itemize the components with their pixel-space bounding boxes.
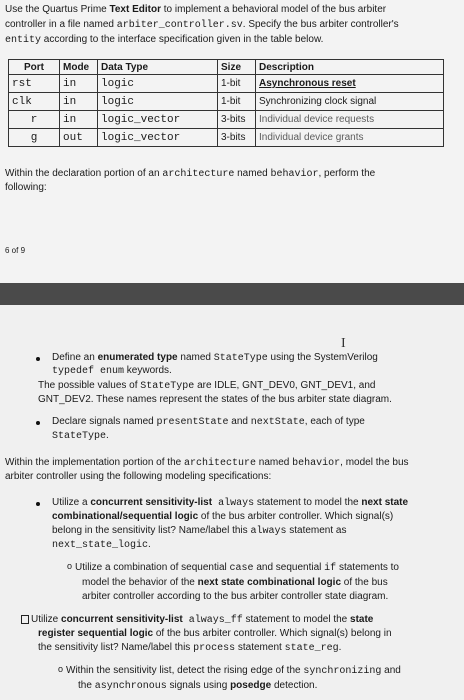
cell-size: 1-bit — [218, 75, 256, 93]
header-mode: Mode — [60, 60, 98, 75]
cell-mode: in — [60, 111, 98, 129]
table-row — [9, 75, 444, 93]
implementation-line-2: arbiter controller using the following modeling specifications: — [5, 471, 272, 482]
header-data-type: Data Type — [98, 60, 218, 75]
document-page-1 — [0, 0, 464, 283]
bullet-1-line-1: Define an enumerated type named StateType using the SystemVerilog — [52, 352, 378, 364]
cell-description: Synchronizing clock signal — [256, 93, 444, 111]
interface-spec-table — [8, 59, 444, 147]
page-number: 6 of 9 — [5, 246, 26, 255]
bullet-icon — [36, 357, 40, 361]
bullet-1-line-4: GNT_DEV2. These names represent the states of the bus arbiter state diagram. — [38, 394, 392, 405]
sub-bullet-icon: o — [67, 561, 73, 571]
bullet-4-sub-line-2: the asynchronous signals using posedge detection. — [78, 680, 318, 692]
bullet-3-line-1: Utilize a concurrent sensitivity-list always statement to model the next state — [52, 497, 409, 509]
bullet-2-line-1: Declare signals named presentState and nextState, each of type — [52, 416, 365, 428]
cell-mode: in — [60, 75, 98, 93]
cell-size: 3-bits — [218, 129, 256, 147]
header-size: Size — [218, 60, 256, 75]
bullet-1-line-2: typedef enum keywords. — [52, 365, 172, 377]
cell-mode: in — [60, 93, 98, 111]
bullet-3-line-2: combinational/sequential logic of the bus arbiter controller. Which signal(s) — [52, 511, 394, 522]
sub-bullet-icon: o — [58, 664, 64, 674]
cell-type: logic_vector — [98, 111, 218, 129]
bullet-3-line-4: next_state_logic. — [52, 539, 151, 551]
cell-port: rst — [9, 75, 60, 93]
bullet-2-line-2: StateType. — [52, 430, 109, 442]
bullet-3-line-3: belong in the sensitivity list? Name/label this always statement as — [52, 525, 347, 537]
page-divider — [0, 283, 464, 305]
intro-line-1: Use the Quartus Prime Text Editor to implement a behavioral model of the bus arbiter — [5, 4, 387, 15]
cell-port: r — [9, 111, 60, 129]
bullet-icon — [36, 502, 40, 506]
intro-line-2: controller in a file named arbiter_controller.sv. Specify the bus arbiter controller's — [5, 19, 399, 31]
bullet-1-line-3: The possible values of StateType are IDLE, GNT_DEV0, GNT_DEV1, and — [38, 380, 376, 392]
cell-type: logic — [98, 75, 218, 93]
bullet-4-line-2: register sequential logic of the bus arbiter controller. Which signal(s) belong in — [38, 628, 392, 639]
bullet-3-sub-line-1: Utilize a combination of sequential case and sequential if statements to — [75, 562, 399, 574]
cell-port: clk — [9, 93, 60, 111]
bullet-3-sub-line-2: model the behavior of the next state combinational logic of the bus — [82, 577, 388, 588]
cell-description: Individual device grants — [256, 129, 444, 147]
bullet-4-line-3: the sensitivity list? Name/label this process statement state_reg. — [38, 642, 342, 654]
table-header-row — [9, 60, 444, 75]
declaration-line-1: Within the declaration portion of an architecture named behavior, perform the — [5, 168, 376, 180]
intro-line-3: entity according to the interface specification given in the table below. — [5, 34, 324, 46]
declaration-line-2: following: — [5, 182, 47, 193]
cell-type: logic_vector — [98, 129, 218, 147]
bullet-icon — [36, 421, 40, 425]
cell-port: g — [9, 129, 60, 147]
table-row — [9, 93, 444, 111]
bullet-4-line-1: Utilize concurrent sensitivity-list always_ff statement to model the state — [31, 614, 374, 626]
table-row — [9, 129, 444, 147]
cell-description: Asynchronous reset — [256, 75, 444, 93]
header-description: Description — [256, 60, 444, 75]
text-cursor-icon: I — [341, 336, 346, 351]
implementation-line-1: Within the implementation portion of the architecture named behavior, model the bus — [5, 457, 409, 469]
cell-size: 3-bits — [218, 111, 256, 129]
cell-description: Individual device requests — [256, 111, 444, 129]
cell-size: 1-bit — [218, 93, 256, 111]
bullet-4-sub-line-1: Within the sensitivity list, detect the rising edge of the synchronizing and — [66, 665, 401, 677]
cell-type: logic — [98, 93, 218, 111]
checkbox-bullet-icon — [21, 615, 29, 624]
cell-mode: out — [60, 129, 98, 147]
header-port: Port — [9, 60, 60, 75]
table-row — [9, 111, 444, 129]
bullet-3-sub-line-3: arbiter controller according to the bus arbiter controller state diagram. — [82, 591, 389, 602]
